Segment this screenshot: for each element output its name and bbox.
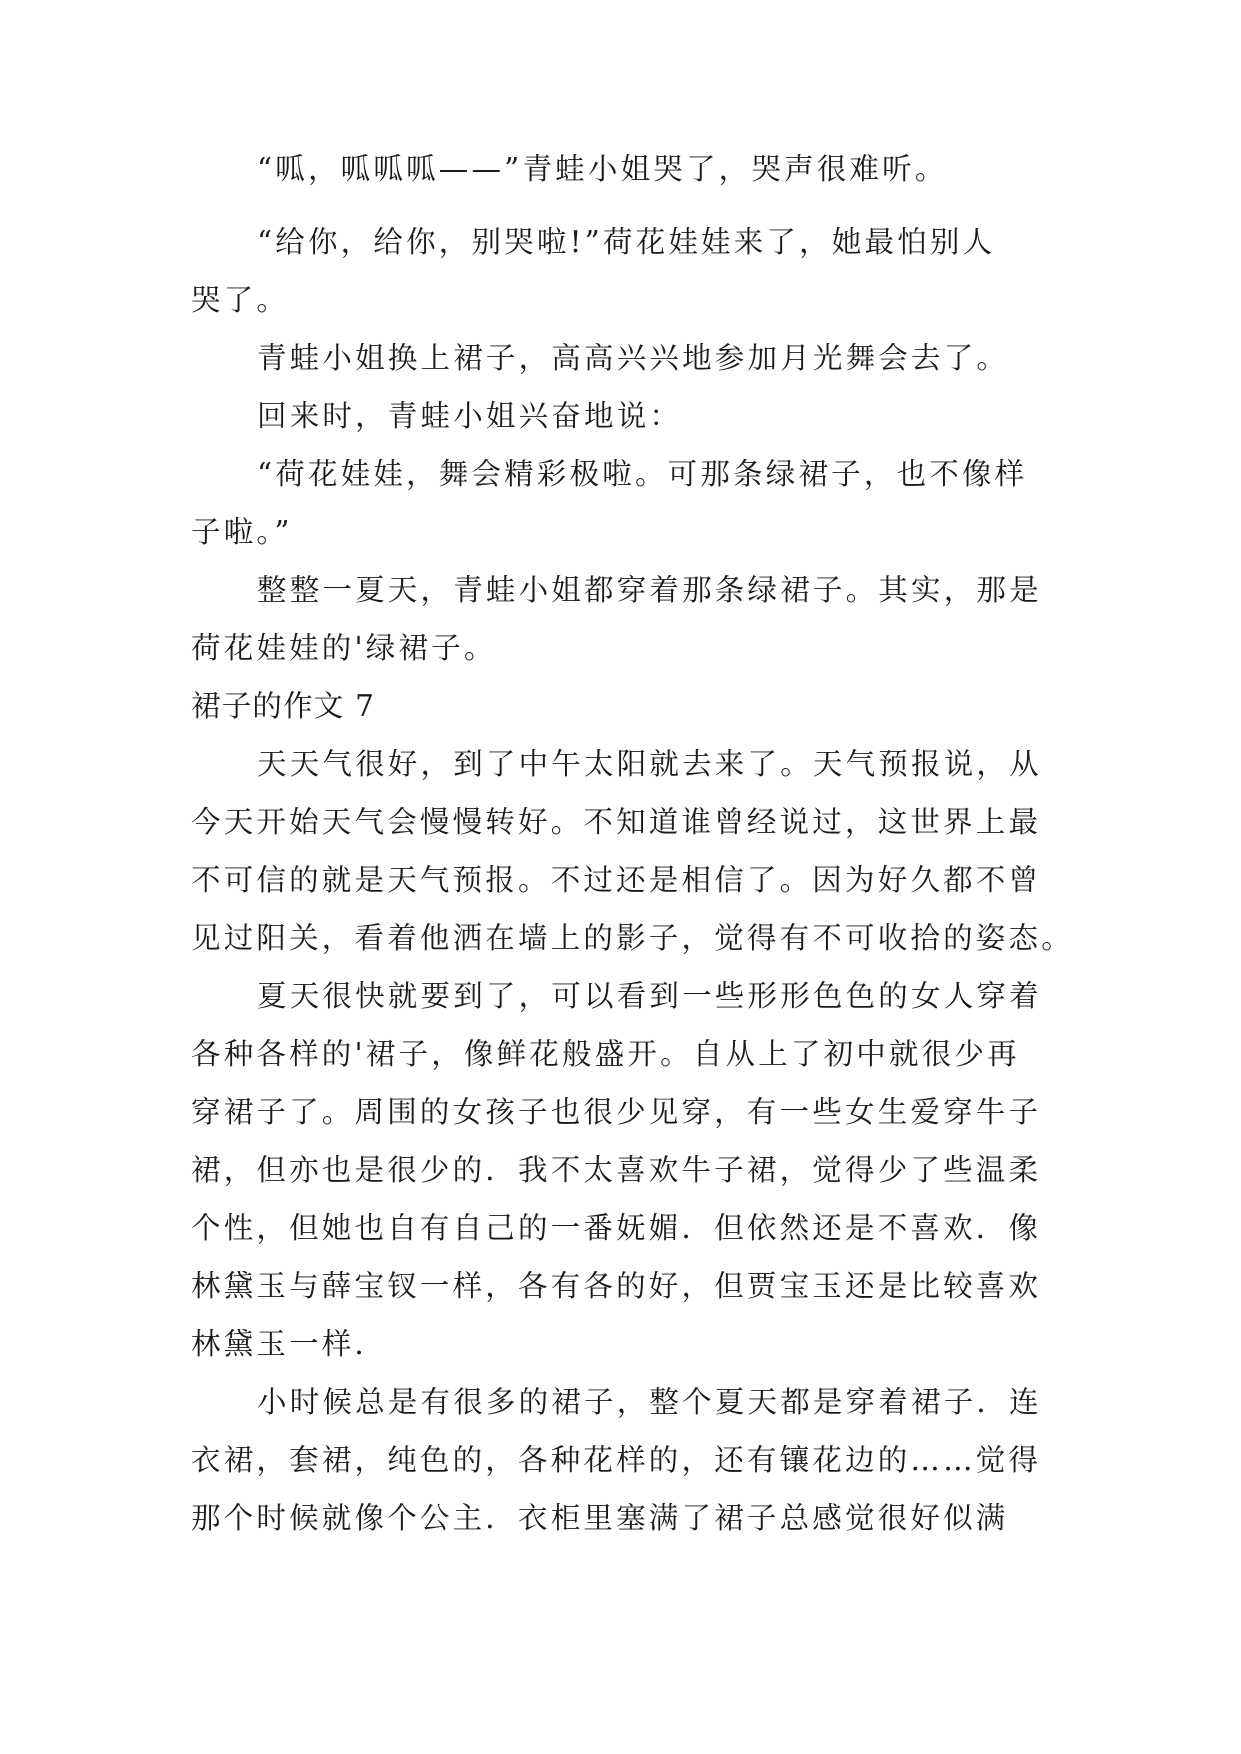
text-line: “荷花娃娃，舞会精彩极啦。可那条绿裙子，也不像样 [257, 457, 1028, 491]
text-line: 裙，但亦也是很少的．我不太喜欢牛子裙，觉得少了些温柔 [191, 1153, 1042, 1187]
text-line: 衣裙，套裙，纯色的，各种花样的，还有镶花边的……觉得 [191, 1443, 1042, 1477]
text-line: 今天开始天气会慢慢转好。不知道谁曾经说过，这世界上最 [191, 805, 1042, 839]
text-line: 个性，但她也自有自己的一番妩媚．但依然还是不喜欢．像 [191, 1211, 1042, 1245]
text-line: 回来时，青蛙小姐兴奋地说： [257, 399, 683, 433]
text-line: 林黛玉与薛宝钗一样，各有各的好，但贾宝玉还是比较喜欢 [191, 1269, 1042, 1303]
text-line: 见过阳关，看着他洒在墙上的影子，觉得有不可收拾的姿态。 [191, 921, 1074, 955]
text-line: 不可信的就是天气预报。不过还是相信了。因为好久都不曾 [191, 863, 1042, 897]
text-line: 青蛙小姐换上裙子，高高兴兴地参加月光舞会去了。 [257, 341, 1010, 375]
text-line: 林黛玉一样． [191, 1327, 388, 1361]
text-line: 哭了。 [191, 283, 290, 317]
text-line: 子啦。” [191, 515, 293, 549]
text-line: 各种各样的'裙子，像鲜花般盛开。自从上了初中就很少再 [191, 1037, 1020, 1071]
text-line: 整整一夏天，青蛙小姐都穿着那条绿裙子。其实，那是 [257, 573, 1042, 607]
text-line: 天天气很好，到了中午太阳就去来了。天气预报说，从 [257, 747, 1042, 781]
text-line: 荷花娃娃的'绿裙子。 [191, 631, 497, 665]
text-line: 小时候总是有很多的裙子，整个夏天都是穿着裙子．连 [257, 1385, 1042, 1419]
text-line: “给你，给你，别哭啦!”荷花娃娃来了，她最怕别人 [257, 225, 996, 259]
text-line: 夏天很快就要到了，可以看到一些形形色色的女人穿着 [257, 979, 1042, 1013]
text-line: 穿裙子了。周围的女孩子也很少见穿，有一些女生爱穿牛子 [191, 1095, 1042, 1129]
text-line: 那个时候就像个公主．衣柜里塞满了裙子总感觉很好似满 [191, 1501, 1009, 1535]
text-line: “呱，呱呱呱——”青蛙小姐哭了，哭声很难听。 [257, 152, 948, 186]
section-heading: 裙子的作文 7 [191, 689, 376, 723]
